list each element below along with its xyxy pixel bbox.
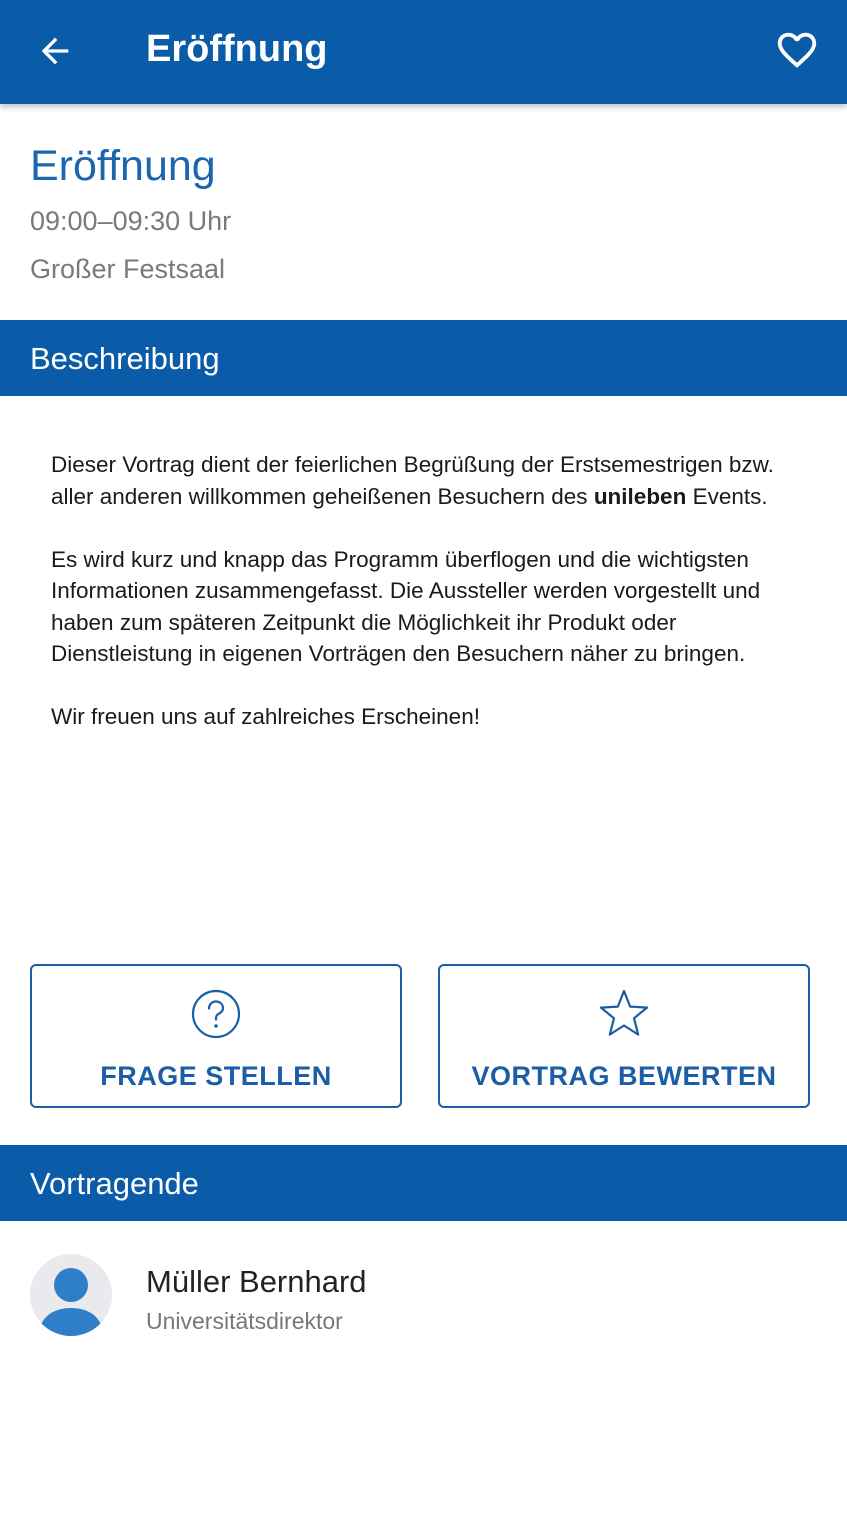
description-bold-text: unileben xyxy=(593,483,687,509)
heart-outline-icon xyxy=(774,27,820,73)
ask-question-label: FRAGE STELLEN xyxy=(100,1061,332,1091)
speaker-list-item[interactable] xyxy=(30,1254,820,1344)
speaker-name: Müller Bernhard xyxy=(146,1264,367,1299)
arrow-left-icon xyxy=(35,31,75,71)
description-text: Events. xyxy=(686,483,768,509)
speaker-role: Universitätsdirektor xyxy=(146,1308,343,1334)
description-header-label: Beschreibung xyxy=(30,341,220,376)
speakers-header-label: Vortragende xyxy=(30,1166,199,1201)
speakers-section-header xyxy=(0,1145,847,1221)
ask-question-button[interactable] xyxy=(30,964,402,1108)
rate-talk-button[interactable] xyxy=(438,964,810,1108)
star-outline-icon xyxy=(596,986,652,1042)
rate-talk-label: VORTRAG BEWERTEN xyxy=(471,1061,777,1091)
back-button[interactable] xyxy=(30,26,80,76)
app-bar-title: Eröffnung xyxy=(146,28,328,70)
event-time: 09:00–09:30 Uhr xyxy=(30,206,232,236)
event-room: Großer Festsaal xyxy=(30,254,226,284)
description-section-header xyxy=(0,320,847,396)
question-circle-icon xyxy=(188,986,244,1042)
description-text: Dieser Vortrag dient der feierlichen Begrüßung der Erstsemestrigen bzw. aller anderen willkommen geheißenen Besuchern des xyxy=(51,452,774,509)
favorite-button[interactable] xyxy=(771,24,823,76)
description-paragraph-3: Wir freuen uns auf zahlreiches Erscheinen! xyxy=(51,704,480,729)
event-description xyxy=(51,449,811,764)
event-title: Eröffnung xyxy=(30,142,216,190)
description-paragraph-2: Es wird kurz und knapp das Programm überflogen und die wichtigsten Informationen zusammengefasst. Die Aussteller werden vorgestellt und haben zum späteren Zeitpunkt die Möglichkeit ihr Produkt oder Dienstleistung in eigenen Vorträgen den Besuchern näher zu bringen. xyxy=(51,546,761,666)
app-bar xyxy=(0,0,847,104)
person-avatar-icon xyxy=(30,1254,112,1336)
description-paragraph-1 xyxy=(51,449,811,512)
